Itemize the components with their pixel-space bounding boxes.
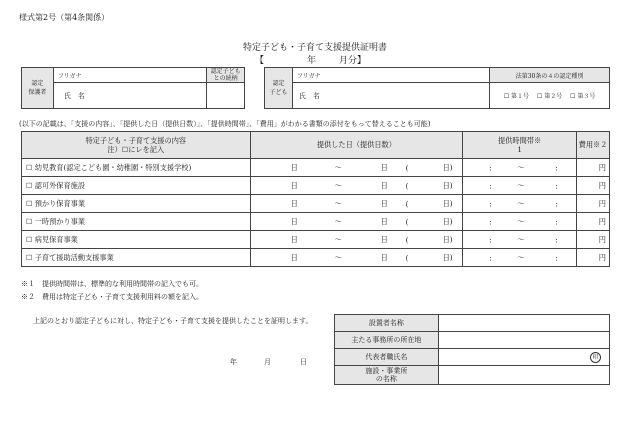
representative-field[interactable] (438, 349, 609, 366)
fee-cell[interactable]: 円 (577, 195, 610, 213)
fee-cell[interactable]: 円 (577, 231, 610, 249)
time-range-tilde: ～ (517, 162, 525, 172)
time-slot-header (463, 132, 577, 159)
date-range-tilde: ～ (334, 234, 342, 244)
facility-name-label-line2: の名称 (375, 375, 397, 383)
date-range-tilde: ～ (334, 252, 342, 262)
day-label-start: 日 (290, 162, 298, 172)
time-slot-cell[interactable] (463, 177, 577, 195)
guardian-name-label: 氏 名 (63, 91, 85, 100)
time-range-tilde: ～ (517, 180, 525, 190)
day-count-paren-close: 日) (442, 162, 453, 172)
provided-dates-cell[interactable] (250, 195, 463, 213)
time-slot-header-line2: 1 (517, 145, 522, 154)
service-row (22, 195, 610, 213)
category-option-3-checkbox[interactable]: ☐ 第３号 (570, 93, 596, 100)
day-count-paren-open: ( (405, 253, 409, 262)
time-slot-cell[interactable] (463, 213, 577, 231)
office-address-field[interactable] (438, 332, 609, 349)
fee-cell[interactable]: 円 (577, 249, 610, 267)
time-end-colon: : (555, 217, 558, 226)
guardian-relation-line2: との続柄 (213, 75, 238, 82)
category-option-1-checkbox[interactable]: ☐ 第１号 (503, 93, 529, 100)
service-type-checkbox[interactable]: ☐ 認可外保育施設 (22, 177, 251, 195)
day-label-end: 日 (380, 180, 388, 190)
day-label-end: 日 (380, 252, 388, 262)
day-label-start: 日 (290, 216, 298, 226)
footnote-2: ※２ 費用は特定子ども・子育て支援利用料の額を記入。 (21, 293, 203, 301)
certification-date (230, 357, 310, 367)
day-count-paren-open: ( (405, 217, 409, 226)
guardian-label-line2: 保護者 (28, 89, 47, 96)
day-label-start: 日 (290, 252, 298, 262)
date-range-tilde: ～ (334, 180, 342, 190)
child-furigana-field[interactable] (292, 68, 489, 83)
facility-name-label-line1: 施設・事業所 (365, 367, 408, 375)
time-start-colon: : (489, 199, 492, 208)
day-label-end: 日 (380, 234, 388, 244)
child-name-field[interactable] (292, 83, 489, 109)
guardian-table (21, 67, 245, 109)
time-slot-header-line1: 提供時間帯※ (498, 136, 542, 145)
cert-date-month: 月 (264, 358, 271, 366)
certification-statement: 上記のとおり認定子どもに対し、特定子ども・子育て支援を提供したことを証明します。 (33, 317, 313, 325)
facility-name-label (335, 366, 439, 385)
day-count-paren-open: ( (405, 163, 409, 172)
day-count-paren-close: 日) (442, 180, 453, 190)
date-range-tilde: ～ (334, 216, 342, 226)
day-label-start: 日 (290, 234, 298, 244)
day-count-paren-open: ( (405, 235, 409, 244)
category-option-2-checkbox[interactable]: ☐ 第２号 (536, 93, 563, 100)
time-range-tilde: ～ (517, 252, 525, 262)
time-start-colon: : (489, 217, 492, 226)
time-start-colon: : (489, 163, 492, 172)
day-count-paren-close: 日) (442, 216, 453, 226)
provided-dates-cell[interactable] (250, 249, 463, 267)
day-label-start: 日 (290, 180, 298, 190)
service-type-checkbox[interactable]: ☐ 病児保育事業 (22, 231, 251, 249)
period-open: 【 (255, 56, 265, 66)
guardian-label (22, 68, 54, 109)
time-end-colon: : (555, 163, 558, 172)
guardian-label-line1: 認定 (31, 80, 44, 87)
time-range-tilde: ～ (517, 198, 525, 208)
provided-dates-cell[interactable] (250, 213, 463, 231)
time-slot-cell[interactable] (463, 195, 577, 213)
day-label-end: 日 (380, 198, 388, 208)
seal-mark: 印 (590, 352, 601, 363)
child-furigana-label: フリガナ (296, 72, 321, 80)
period-month-label: 月分】 (339, 56, 367, 66)
child-label (265, 68, 293, 109)
provided-dates-header: 提供した日（提供日数） (250, 132, 463, 159)
day-count-paren-close: 日) (442, 198, 453, 208)
day-count-paren-close: 日) (442, 234, 453, 244)
child-category-options (490, 83, 610, 109)
service-type-checkbox[interactable]: ☐ 預かり保育事業 (22, 195, 251, 213)
guardian-furigana-field[interactable] (53, 68, 206, 83)
form-number: 様式第2号（第4条関係） (19, 13, 110, 22)
guardian-furigana-label: フリガナ (57, 72, 82, 80)
time-slot-cell[interactable] (463, 231, 577, 249)
office-address-label: 主たる事務所の所在地 (335, 332, 439, 349)
fee-header: 費用※２ (577, 132, 610, 159)
fee-cell[interactable]: 円 (577, 177, 610, 195)
service-type-checkbox[interactable]: ☐ 子育て援助活動支援事業 (22, 249, 251, 267)
time-slot-cell[interactable] (463, 249, 577, 267)
cert-date-year: 年 (230, 358, 237, 366)
service-type-checkbox[interactable]: ☐ 一時預かり事業 (22, 213, 251, 231)
day-count-paren-open: ( (405, 181, 409, 190)
service-table (21, 131, 610, 267)
time-end-colon: : (555, 235, 558, 244)
service-type-checkbox[interactable]: ☐ 幼児教育(認定こども園・幼稚園・特別支援学校) (22, 159, 251, 177)
time-end-colon: : (555, 199, 558, 208)
period-year-label: 年 (307, 56, 317, 66)
date-range-tilde: ～ (334, 198, 342, 208)
time-end-colon: : (555, 253, 558, 262)
time-range-tilde: ～ (517, 216, 525, 226)
service-content-header-line1: 特定子ども・子育て支援の内容 (85, 136, 187, 145)
guardian-relation-field[interactable] (207, 83, 245, 109)
representative-label: 代表者職氏名 (335, 349, 439, 366)
time-range-tilde: ～ (517, 234, 525, 244)
document-title: 特定子ども・子育て支援提供証明書 (242, 43, 387, 53)
time-end-colon: : (555, 181, 558, 190)
service-row (22, 177, 610, 195)
provided-dates-cell[interactable] (250, 231, 463, 249)
service-content-header (22, 132, 251, 159)
attachment-note: (以下の記載は、「支援の内容」、「提供した日（提供日数）」、「提供時間帯」、「費用」がわかる書類の添付をもって替えることも可能) (19, 120, 431, 128)
time-start-colon: : (489, 235, 492, 244)
day-count-paren-open: ( (405, 199, 409, 208)
time-slot-cell[interactable] (463, 159, 577, 177)
service-row (22, 159, 610, 177)
service-row (22, 213, 610, 231)
guardian-relation-line1: 認定子ども (210, 68, 241, 75)
service-row (22, 249, 610, 267)
date-range-tilde: ～ (334, 162, 342, 172)
day-label-end: 日 (380, 216, 388, 226)
child-name-label: 氏 名 (298, 91, 320, 100)
provider-table (334, 314, 610, 385)
establisher-name-field[interactable] (438, 315, 609, 332)
facility-name-field[interactable] (438, 366, 609, 385)
time-start-colon: : (489, 181, 492, 190)
service-content-header-line2: 注）☐にレを記入 (107, 145, 165, 154)
provided-dates-cell[interactable] (250, 159, 463, 177)
child-label-line2: 子ども (269, 89, 288, 96)
day-label-start: 日 (290, 198, 298, 208)
cert-date-day: 日 (300, 358, 307, 366)
establisher-name-label: 設置者名称 (335, 315, 439, 332)
reporting-period (255, 53, 375, 65)
provided-dates-cell[interactable] (250, 177, 463, 195)
child-table (264, 67, 610, 109)
fee-cell[interactable]: 円 (577, 159, 610, 177)
time-start-colon: : (489, 253, 492, 262)
footnote-1: ※１ 提供時間帯は、標準的な利用時間帯の記入でも可。 (21, 280, 203, 288)
guardian-name-field[interactable] (53, 83, 206, 109)
fee-cell[interactable]: 円 (577, 213, 610, 231)
service-row (22, 231, 610, 249)
day-label-end: 日 (380, 162, 388, 172)
guardian-relation-header (207, 68, 245, 83)
child-category-header: 法第30条の４の認定種別 (490, 68, 610, 83)
child-label-line1: 認定 (272, 80, 285, 87)
day-count-paren-close: 日) (442, 252, 453, 262)
